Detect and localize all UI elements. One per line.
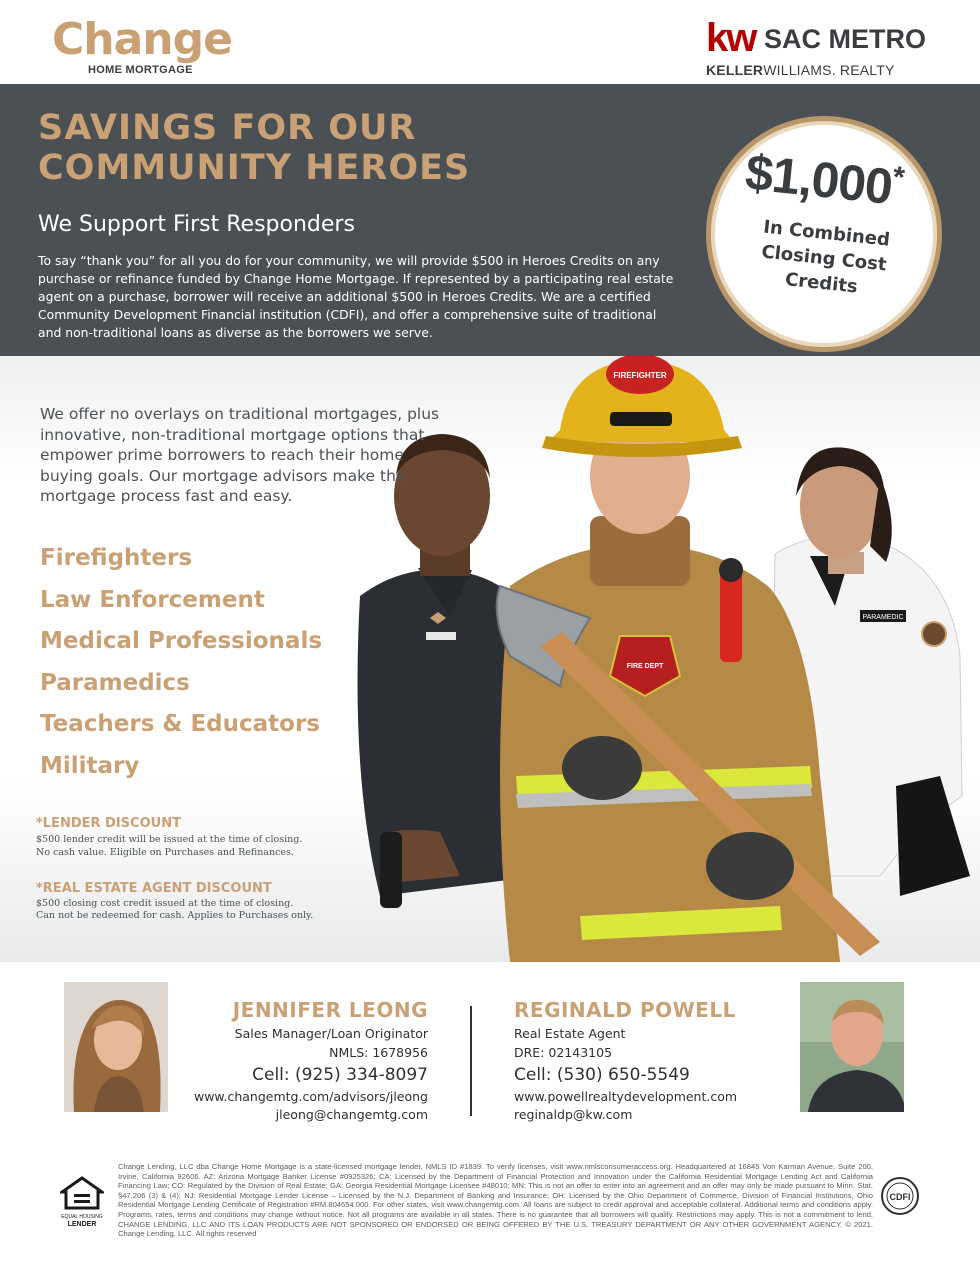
lender-cell[interactable]: Cell: (925) 334-8097 <box>252 1065 428 1085</box>
equal-housing-lender-icon <box>60 1176 104 1228</box>
agent-website-link[interactable]: www.powellrealtydevelopment.com <box>514 1089 738 1104</box>
cdfi-label: CDFI <box>889 1192 911 1202</box>
change-logo-word: Change <box>52 14 232 65</box>
agent-photo <box>800 982 904 1112</box>
kw-brand-line <box>706 62 895 78</box>
agent-portrait <box>800 982 904 1112</box>
kw-mark: kw <box>706 16 756 60</box>
change-logo-subtitle: HOME MORTGAGE <box>88 64 193 76</box>
headline-line-1: SAVINGS FOR OUR <box>38 108 417 148</box>
list-item: Law Enforcement <box>40 586 265 613</box>
eho-label-1: EQUAL HOUSING <box>61 1214 103 1220</box>
list-item: Military <box>40 752 140 779</box>
legal-disclaimer: Change Lending, LLC dba Change Home Mortgage is a state-licensed mortgage lender, NMLS ID #1839. To verify licenses, visit www.nmlsconsumeraccess.org. Headquartered at 16845 Von Karman Avenue, Suite 200, Irvine, California 92606. AZ: Arizona Mortgage Banker License #0925326; CA: Licensed by the Department of Financial Protection and Innovation under the California Residential Mortgage Lending Act and California Financing Law; CO: Regulated by the Division of Real Estate; GA: Georgia Residential Mortgage Licensee #48010; MN: This is not an offer to enter into an agreement and an offer may only be made pursuant to Minn. Stat. §47.206 (3) & (4); NJ: Residential Mortgage Lender License – Licensed by the N.J. Department of Banking and Insurance; OH: Licensed by the Ohio Department of Commerce, Division of Financial Institutions, Ohio Residential Mortgage Lending Certificate of Registration #RM.804654.000. For other states, visit www.changemtg.com. All loans are subject to credit approval and acceptable collateral. Additional terms and conditions apply. Programs, rates, terms and conditions may change without notice. Not all programs are available in all states. There is no guarantee that all borrowers will qualify. Restrictions may apply. This is not a commitment to lend. CHANGE LENDING, LLC AND ITS LOAN PRODUCTS ARE NOT SPONSORED OR ENDORSED OR BEING OFFERED BY THE U.S. TREASURY DEPARTMENT OR ANY OTHER GOVERNMENT AGENCY. © 2021. Change Lending, LLC. All rights reserved <box>118 1162 873 1239</box>
helmet-label-text: FIREFIGHTER <box>613 371 667 380</box>
lender-discount-title: *LENDER DISCOUNT <box>36 816 181 831</box>
badge-asterisk: * <box>891 160 906 195</box>
lender-nmls: NMLS: 1678956 <box>329 1045 428 1060</box>
badge-caption-line-1: In Combined <box>762 216 891 251</box>
page-headline <box>38 108 658 188</box>
badge-amount <box>709 139 940 220</box>
list-item: Firefighters <box>40 545 193 571</box>
headline-line-2: COMMUNITY HEROES <box>38 148 471 188</box>
lender-discount-line-2: No cash value. Eligible on Purchases and Refinances. <box>36 847 294 858</box>
paramedic-patch-text: PARAMEDIC <box>862 614 904 621</box>
agent-name: REGINALD POWELL <box>514 998 736 1022</box>
closing-credit-badge <box>706 116 942 352</box>
lender-name: JENNIFER LEONG <box>232 998 428 1022</box>
contact-divider <box>470 1006 472 1116</box>
badge-caption-line-3: Credits <box>784 269 859 298</box>
intro-paragraph: To say “thank you” for all you do for your community, we will provide $500 in Heroes Credits on any purchase or refinance funded by Change Home Mortgage. If represented by a participating real estate agent on a purchase, borrower will receive an additional $500 in Heroes Credits. We are a certified Community Development Financial institution (CDFI), and offer a comprehensive suite of traditional and non-traditional loans as diverse as the borrowers we serve. <box>38 253 674 340</box>
agent-title: Real Estate Agent <box>514 1026 626 1041</box>
agent-dre: DRE: 02143105 <box>514 1045 613 1060</box>
badge-caption <box>708 209 941 307</box>
keller-williams-logo <box>700 18 940 82</box>
agent-cell[interactable]: Cell: (530) 650-5549 <box>514 1065 690 1085</box>
list-item: Paramedics <box>40 669 190 696</box>
agent-discount-title: *REAL ESTATE AGENT DISCOUNT <box>36 881 272 896</box>
eho-label-2: LENDER <box>67 1221 97 1228</box>
lender-website-link[interactable]: www.changemtg.com/advisors/jleong <box>193 1089 428 1104</box>
agent-discount-line-1: $500 closing cost credit issued at the time of closing. <box>36 898 294 909</box>
lender-photo <box>64 982 168 1112</box>
heroes-section <box>0 356 980 962</box>
lender-discount-line-1: $500 lender credit will be issued at the time of closing. <box>36 834 303 845</box>
agent-discount-line-2: Can not be redeemed for cash. Applies to Purchases only. <box>36 910 314 921</box>
list-item: Medical Professionals <box>40 628 323 655</box>
cdfi-seal-icon <box>880 1176 920 1216</box>
lender-title: Sales Manager/Loan Originator <box>234 1026 428 1041</box>
agent-email-link[interactable]: reginaldp@kw.com <box>514 1107 633 1122</box>
fire-badge-text: FIRE DEPT <box>626 663 664 670</box>
badge-amount-value: $1,000 <box>742 143 895 215</box>
lender-portrait <box>64 982 168 1112</box>
kw-sac-metro: SAC METRO <box>764 24 926 54</box>
hero-professions-list <box>40 538 322 788</box>
change-home-mortgage-logo <box>52 14 252 80</box>
lender-email-link[interactable]: jleong@changemtg.com <box>275 1107 428 1122</box>
kw-brand-rest: WILLIAMS. REALTY <box>763 62 895 78</box>
list-item: Teachers & Educators <box>40 711 320 738</box>
support-subheading: We Support First Responders <box>38 212 355 237</box>
badge-caption-line-2: Closing Cost <box>760 241 888 276</box>
kw-brand-bold: KELLER <box>706 62 764 78</box>
offer-paragraph: We offer no overlays on traditional mortgages, plus innovative, non-traditional mortgage options that empower prime borrowers to reach their home buying goals. Our mortgage advisors make the mortgage process fast and easy. <box>40 405 440 505</box>
